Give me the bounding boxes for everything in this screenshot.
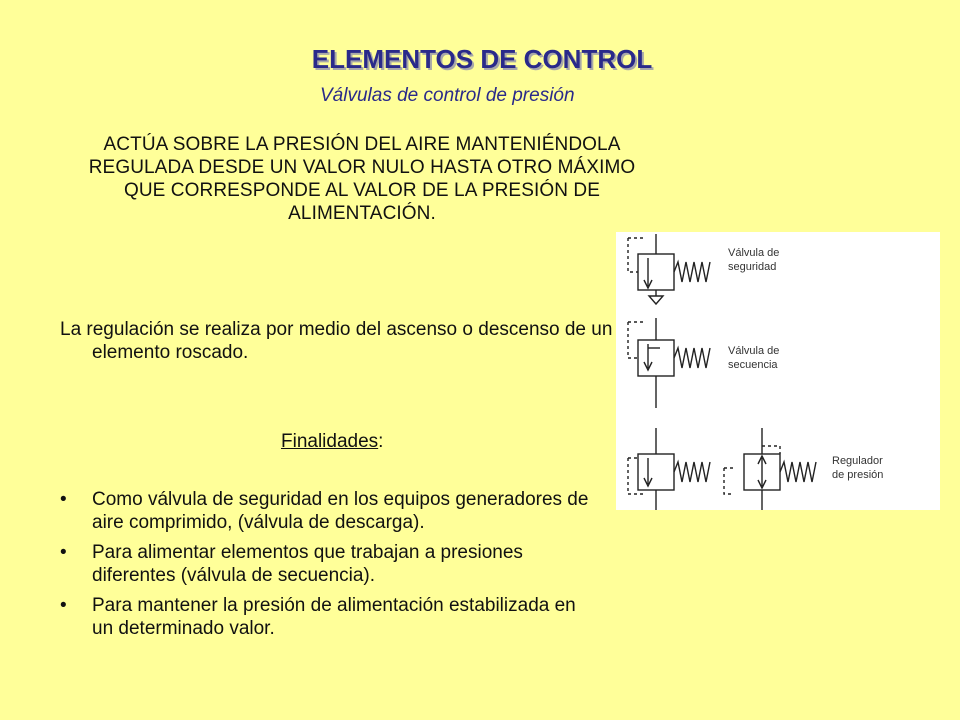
valve1-label-line1: Válvula de (728, 247, 780, 259)
finalidades-heading-colon: : (378, 431, 384, 452)
finalidades-heading (281, 431, 383, 453)
page-subtitle: Válvulas de control de presión (320, 85, 575, 106)
pressure-regulator-icon (724, 428, 816, 510)
page-title: ELEMENTOS DE CONTROL (311, 44, 653, 74)
list-item (60, 594, 600, 640)
valve1-label-line2: seguridad (728, 261, 777, 273)
valve-symbols-svg (616, 232, 940, 510)
list-item (60, 488, 600, 534)
valve-symbols-diagram (616, 232, 940, 510)
list-item-text: Para alimentar elementos que trabajan a presiones diferentes (válvula de secuencia). (92, 542, 523, 586)
sequence-valve-icon (628, 318, 710, 408)
bullet-icon: • (60, 489, 67, 510)
intro-text: ACTÚA SOBRE LA PRESIÓN DEL AIRE MANTENIÉNDOLA REGULADA DESDE UN VALOR NULO HASTA OTRO MÁXIMO QUE CORRESPONDE AL VALOR DE LA PRESIÓN DE ALIMENTACIÓN. (88, 134, 636, 224)
bullet-icon: • (60, 595, 67, 616)
finalidades-list (60, 488, 600, 647)
bullet-icon: • (60, 542, 67, 563)
valve2-label-line2: secuencia (728, 359, 778, 371)
regulation-paragraph: La regulación se realiza por medio del ascenso o descenso de un elemento roscado. (60, 319, 613, 363)
list-item-text: Como válvula de seguridad en los equipos generadores de aire comprimido, (válvula de descarga). (92, 489, 589, 533)
valve3-label-line2: de presión (832, 469, 884, 481)
valve3-label-line1: Regulador (832, 455, 883, 467)
list-item (60, 541, 600, 587)
safety-valve-icon (628, 234, 710, 304)
pressure-valve-icon (628, 428, 710, 510)
finalidades-heading-label: Finalidades (281, 431, 379, 452)
valve2-label-line1: Válvula de (728, 345, 780, 357)
list-item-text: Para mantener la presión de alimentación estabilizada en un determinado valor. (92, 595, 576, 639)
